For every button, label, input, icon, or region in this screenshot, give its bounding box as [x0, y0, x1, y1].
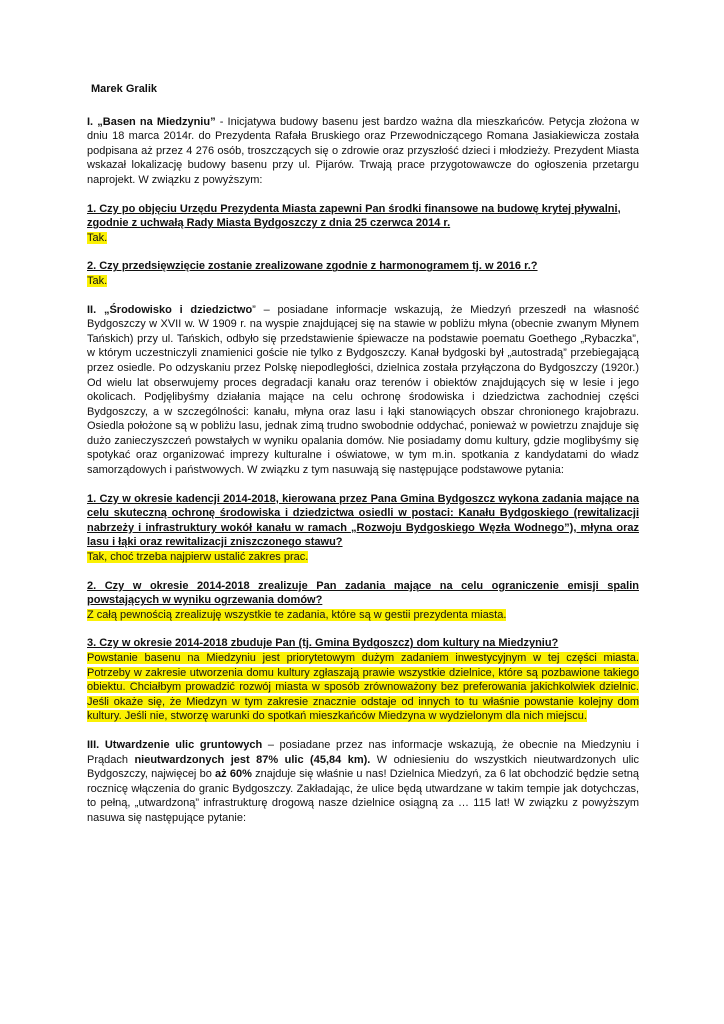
- section-2-heading: II. „Środowisko i dziedzictwo: [87, 303, 253, 316]
- section-2-answer-3: Powstanie basenu na Miedzyniu jest priorytetowym dużym zadaniem inwestycyjnym w tej części miasta. Potrzeby w zakresie utworzenia domu kultury zgłaszają prawie wszystkie dzielnice, które są pozbawione takiego obiektu. Chciałbym prowadzić rozwój miasta w sposób zrównoważony bez preferowania jakichkolwiek dzielnic. Jeśli okaże się, że Miedzyn w tym zakresie znacznie odstaje od innych to tu właśnie powstanie kolejny dom kultury. Jeśli nie, stworzę warunki do spotkań mieszkańców Miedzyna w wydzielonym dla nich miejscu.: [87, 652, 639, 723]
- section-2-answer-1: Tak, choć trzeba najpierw ustalić zakres prac.: [87, 551, 309, 564]
- section-3-paragraph: [87, 738, 639, 826]
- section-1-paragraph: [87, 115, 639, 188]
- section-1-question-1: 1. Czy po objęciu Urzędu Prezydenta Miasta zapewni Pan środki finansowe na budowę krytej pływalni, zgodnie z uchwałą Rady Miasta Bydgoszczy z dnia 25 czerwca 2014 r.: [87, 202, 621, 230]
- section-2-answer-2: Z całą pewnością zrealizuję wszystkie te zadania, które są w gestii prezydenta miasta.: [87, 608, 507, 621]
- section-3-bold-a: nieutwardzonych jest 87% ulic (45,84 km).: [134, 753, 371, 766]
- document-page: [87, 82, 639, 826]
- section-2-text: ” – posiadane informacje wskazują, że Miedzyń przeszedł na własność Bydgoszczy w XVII w. W 1909 r. na wyspie znajdującej się na stawie w pobliżu młyna (obecnie zwanym Młynem Tańskich) przy ul. Tańskich, odbyło się przedstawienie śpiewacze na podstawie poematu Goethego „Rybaczka”, w którym uczestniczyli znamienici goście nie tylko z Bydgoszczy. Kanał bydgoski był „autostradą” przebiegającą przez osiedle. Po odzyskaniu przez Polskę niepodległości, dzielnica została przyłączona do Bydgoszczy (1920r.) Od wielu lat obserwujemy proces degradacji kanału oraz terenów i obiektów znajdujących się w lesie i jego okolicach. Podjęlibyśmy działania mające na celu ochronę środowiska i dziedzictwa zachodniej części Bydgoszczy, a w szczególności: kanału, młyna oraz lasu i łąki stanowiących obszar chronionego krajobrazu. Osiedla położone są w pobliżu lasu, jednak zimą trudno swobodnie oddychać, ponieważ w powietrzu znajduje się dużo zanieczyszczeń powstałych w wyniku opalania domów. Nie posiadamy domu kultury, gdzie moglibyśmy się spotykać oraz organizować imprezy kulturalne i oświatowe, w tym m.in. spotkania z kandydatami do władz samorządowych i państwowych. W związku z tym nasuwają się następujące podstawowe pytania:: [87, 303, 639, 477]
- section-1-text: - Inicjatywa budowy basenu jest bardzo ważna dla mieszkańców. Petycja złożona w dniu 18 marca 2014r. do Prezydenta Rafała Bruskiego oraz Przewodniczącego Romana Jasiakiewicza została podpisana aż przez 4 276 osób, troszczących się o zdrowie oraz przyszłość dzieci i młodzieży. Prezydent Miasta wskazał lokalizację budowy basenu przy ul. Pijarów. Trwają prace przygotowawcze do ogłoszenia przetargu naprojekt. W związku z powyższym:: [87, 115, 639, 186]
- section-1-heading: I. „Basen na Miedzyniu”: [87, 115, 216, 128]
- section-3-bold-b: aż 60%: [215, 768, 252, 781]
- author-name: Marek Gralik: [91, 83, 158, 95]
- section-1-answer-2: Tak.: [87, 274, 108, 287]
- section-3-text-a: – posiadane przez nas informacje wskazują, że obecnie na Miedzyniu i Prądach: [87, 738, 639, 766]
- section-2-question-2: 2. Czy w okresie 2014-2018 zrealizuje Pan zadania mające na celu ograniczenie emisji spalin powstających w wyniku ogrzewania domów?: [87, 579, 639, 607]
- section-1-answer-1: Tak.: [87, 231, 108, 244]
- section-3-heading: III. Utwardzenie ulic gruntowych: [87, 738, 263, 751]
- section-2-question-3: 3. Czy w okresie 2014-2018 zbuduje Pan (tj. Gmina Bydgoszcz) dom kultury na Miedzyniu?: [87, 637, 559, 650]
- section-1-question-2: 2. Czy przedsięwzięcie zostanie zrealizowane zgodnie z harmonogramem tj. w 2016 r.?: [87, 260, 538, 273]
- section-2-paragraph: [87, 303, 639, 478]
- section-3-text-b: W odniesieniu do wszystkich nieutwardzonych ulic Bydgoszczy, najwięcej bo: [87, 753, 639, 781]
- section-3-text-c: znajduje się właśnie u nas! Dzielnica Miedzyń, za 6 lat obchodzić będzie setną rocznicę włączenia do granic Bydgoszczy. Zakładając, że ulice będą utwardzane w takim tempie jak dotychczas, to pełną, „utwardzoną” infrastrukturę drogową nasze dzielnice osiągną za … 115 lat! W związku z powyższym nasuwa się następujące pytanie:: [87, 768, 639, 824]
- section-2-question-1: 1. Czy w okresie kadencji 2014-2018, kierowana przez Pana Gmina Bydgoszcz wykona zadania mające na celu skuteczną ochronę środowiska i dziedzictwa osiedli w postaci: Kanału Bydgoskiego (rewitalizacji nabrzeży i infrastruktury wokół kanału w ramach „Rozwoju Bydgoskiego Węzła Wodnego”), młyna oraz lasu i łąki oraz rewitalizacji zniszczonego stawu?: [87, 492, 639, 549]
